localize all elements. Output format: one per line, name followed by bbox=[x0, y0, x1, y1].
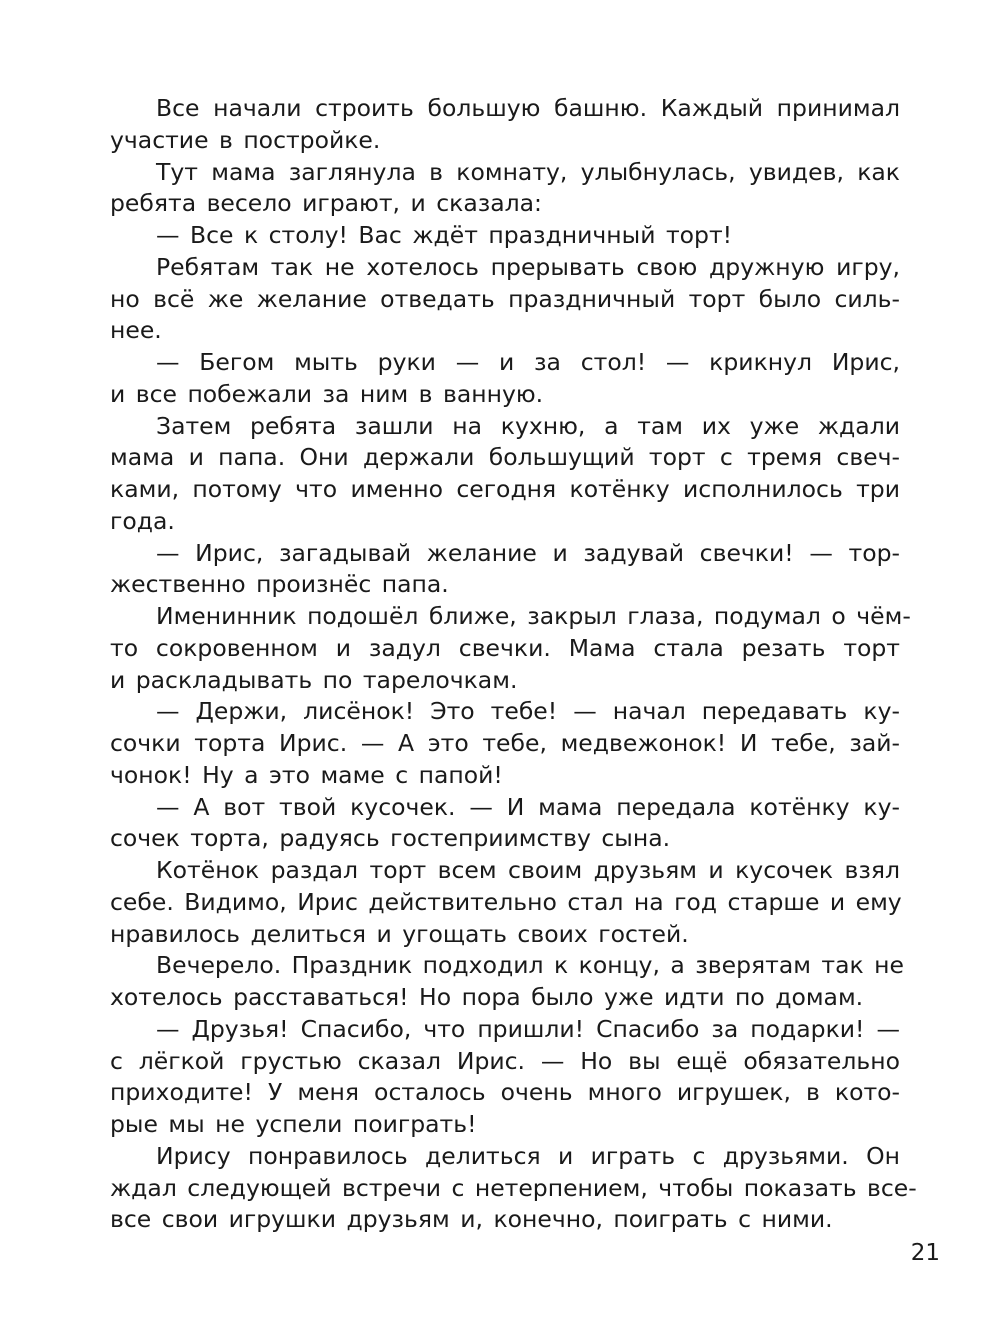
text-line: — Ирис, загадывай желание и задувай свечки! — тор- bbox=[156, 538, 900, 567]
text-line: и раскладывать по тарелочкам. bbox=[110, 665, 518, 694]
text-line: то сокровенном и задул свечки. Мама стала резать торт bbox=[110, 633, 900, 662]
text-line: Котёнок раздал торт всем своим друзьям и кусочек взял bbox=[156, 856, 900, 884]
story-text-body bbox=[110, 93, 917, 1236]
text-line: Вечерело. Праздник подходил к концу, а зверятам так не bbox=[156, 951, 904, 980]
text-line: чонок! Ну а это маме с папой! bbox=[110, 760, 503, 789]
text-line: сочки торта Ирис. — А это тебе, медвежонок! И тебе, зай- bbox=[110, 729, 900, 757]
text-line: сочек торта, радуясь гостеприимству сына. bbox=[110, 824, 671, 853]
text-line: все свои игрушки друзьям и, конечно, поиграть с ними. bbox=[110, 1205, 833, 1234]
page-number: 21 bbox=[910, 1240, 940, 1266]
text-line: — Друзья! Спасибо, что пришли! Спасибо за подарки! — bbox=[156, 1014, 900, 1043]
text-line: Именинник подошёл ближе, закрыл глаза, подумал о чём- bbox=[156, 602, 911, 630]
text-line: жественно произнёс папа. bbox=[110, 570, 449, 599]
text-line: ждал следующей встречи с нетерпением, чтобы показать все- bbox=[110, 1173, 917, 1202]
text-line: но всё же желание отведать праздничный торт было силь- bbox=[110, 284, 900, 313]
text-line: Все начали строить большую башню. Каждый принимал bbox=[156, 94, 900, 122]
text-line: Затем ребята зашли на кухню, а там их уже ждали bbox=[156, 411, 900, 440]
text-line: Ирису понравилось делиться и играть с друзьями. Он bbox=[156, 1141, 900, 1170]
text-line: себе. Видимо, Ирис действительно стал на год старше и ему bbox=[110, 887, 902, 916]
text-line: нее. bbox=[110, 316, 162, 345]
text-line: хотелось расставаться! Но пора было уже идти по домам. bbox=[110, 983, 864, 1011]
text-line: участие в постройке. bbox=[110, 125, 381, 154]
text-line: — Бегом мыть руки — и за стол! — крикнул Ирис, bbox=[156, 348, 900, 376]
text-line: Тут мама заглянула в комнату, улыбнулась, увидев, как bbox=[156, 157, 900, 186]
text-line: — Все к столу! Вас ждёт праздничный торт! bbox=[156, 221, 733, 249]
text-line: рые мы не успели поиграть! bbox=[110, 1110, 477, 1138]
text-line: ками, потому что именно сегодня котёнку исполнилось три bbox=[110, 475, 900, 503]
text-line: Ребятам так не хотелось прерывать свою дружную игру, bbox=[156, 252, 900, 281]
text-line: мама и папа. Они держали большущий торт с тремя свеч- bbox=[110, 443, 900, 472]
text-line: ребята весело играют, и сказала: bbox=[110, 189, 542, 218]
text-line: — Держи, лисёнок! Это тебе! — начал передавать ку- bbox=[156, 697, 900, 726]
text-line: года. bbox=[110, 506, 175, 535]
text-line: приходите! У меня осталось очень много игрушек, в кото- bbox=[110, 1078, 900, 1107]
text-line: с лёгкой грустью сказал Ирис. — Но вы ещё обязательно bbox=[110, 1046, 900, 1075]
text-line: — А вот твой кусочек. — И мама передала котёнку ку- bbox=[156, 792, 900, 821]
text-line: и все побежали за ним в ванную. bbox=[110, 379, 544, 408]
text-line: нравилось делиться и угощать своих гостей. bbox=[110, 919, 689, 948]
